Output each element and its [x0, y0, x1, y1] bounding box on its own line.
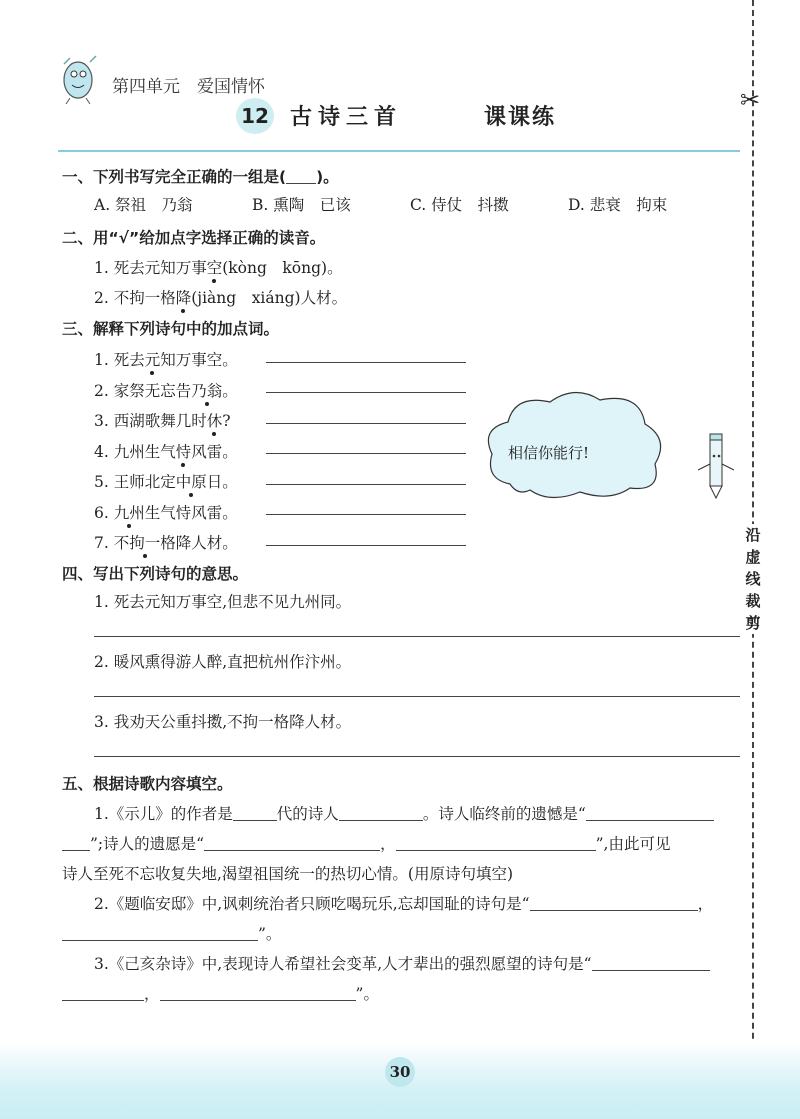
section3-item: 1. 死去元知万事空。 — [94, 351, 238, 369]
option-a: A. 祭祖 乃翁 — [94, 196, 193, 214]
q2-pre: 2. 不拘一格 — [94, 289, 176, 307]
answer-line[interactable] — [266, 545, 466, 546]
section5-q3-line1: 3.《己亥杂诗》中,表现诗人希望社会变革,人才辈出的强烈愿望的诗句是“ — [94, 952, 710, 974]
section3-items — [94, 345, 238, 559]
answer-line[interactable] — [266, 362, 466, 363]
answer-line[interactable] — [266, 514, 466, 515]
lesson-tag: 课课练 — [484, 105, 557, 130]
blank-field[interactable] — [62, 834, 90, 851]
blank-field[interactable] — [233, 804, 277, 821]
blank-field[interactable] — [62, 984, 144, 1001]
blank-field[interactable] — [586, 804, 714, 821]
section5-q1-line3: 诗人至死不忘收复失地,渴望祖国统一的热切心情。(用原诗句填空) — [62, 865, 514, 883]
answer-line[interactable] — [266, 392, 466, 393]
section1-title-text: 一、下列书写完全正确的一组是( — [62, 168, 287, 186]
section4-item-1: 1. 死去元知万事空,但悲不见九州同。 — [94, 593, 352, 611]
section4-item-3: 3. 我劝天公重抖擞,不拘一格降人材。 — [94, 713, 352, 731]
blank-field[interactable] — [339, 804, 423, 821]
answer-line[interactable] — [94, 696, 740, 697]
section3-item: 7. 不拘一格降人材。 — [94, 534, 238, 552]
section5-title: 五、根据诗歌内容填空。 — [62, 775, 233, 793]
q1-dotted-char: 空 — [206, 259, 223, 277]
q2-dotted-char: 降 — [175, 289, 192, 307]
q1-pre: 1. 死去元知万事 — [94, 259, 207, 277]
section5-q2-line2: ”。 — [62, 922, 281, 944]
section4-item-2: 2. 暖风熏得游人醉,直把杭州作汴州。 — [94, 653, 352, 671]
header-divider — [58, 150, 740, 152]
unit-title: 第四单元 爱国情怀 — [112, 77, 265, 97]
page-number: 30 — [385, 1057, 415, 1087]
section5-q2-line1: 2.《题临安邸》中,讽刺统治者只顾吃喝玩乐,忘却国耻的诗句是“ ， — [94, 895, 714, 913]
answer-line[interactable] — [94, 756, 740, 757]
scissors-icon: ✂ — [740, 86, 761, 114]
blank-field[interactable] — [396, 834, 596, 851]
section1-title — [62, 165, 339, 187]
section3-item: 4. 九州生气恃风雷。 — [94, 442, 238, 461]
option-d: D. 悲衰 拘束 — [568, 196, 668, 214]
blank-field[interactable] — [160, 984, 356, 1001]
answer-paren[interactable] — [286, 167, 316, 184]
answer-line[interactable] — [266, 484, 466, 485]
section2-q2 — [94, 286, 347, 308]
section3-item: 2. 家祭无忘告乃翁。 — [94, 381, 238, 400]
answer-line[interactable] — [266, 423, 466, 424]
option-b: B. 熏陶 已该 — [252, 196, 351, 214]
answer-line[interactable] — [94, 636, 740, 637]
section2-title: 二、用“√”给加点字选择正确的读音。 — [62, 229, 326, 247]
encourage-text: 相信你能行! — [508, 444, 590, 462]
option-c: C. 侍仗 抖擞 — [410, 196, 509, 214]
q1-pinyin[interactable]: (kòng kōng)。 — [222, 259, 343, 277]
mascot-illustration — [56, 52, 106, 106]
answer-line[interactable] — [266, 453, 466, 454]
section5-q1-line2: ”;诗人的遗愿是“ ， ”,由此可见 — [62, 832, 670, 854]
q2-pinyin[interactable]: (jiàng xiáng)人材。 — [191, 289, 348, 307]
section2-q1 — [94, 256, 343, 278]
cut-instruction: 沿虚线裁剪 — [745, 526, 761, 632]
pencil-icon — [692, 430, 742, 502]
section3-title: 三、解释下列诗句中的加点词。 — [62, 320, 280, 338]
lesson-title: 古诗三首 — [290, 104, 403, 130]
section5-q3-line2: ， ”。 — [62, 982, 379, 1004]
section3-item: 3. 西湖歌舞几时休? — [94, 412, 231, 430]
blank-field[interactable] — [62, 924, 258, 941]
section5-q1-line1: 1.《示儿》的作者是 代的诗人 。诗人临终前的遗憾是“ — [94, 802, 714, 824]
section3-item: 6. 九州生气恃风雷。 — [94, 503, 238, 522]
section4-title: 四、写出下列诗句的意思。 — [62, 565, 249, 583]
lesson-number: 12 — [236, 98, 274, 134]
section3-item: 5. 王师北定中原日。 — [94, 473, 238, 491]
blank-field[interactable] — [204, 834, 380, 851]
section1-title-end: )。 — [316, 168, 339, 186]
blank-field[interactable] — [592, 954, 710, 971]
blank-field[interactable] — [530, 894, 698, 911]
